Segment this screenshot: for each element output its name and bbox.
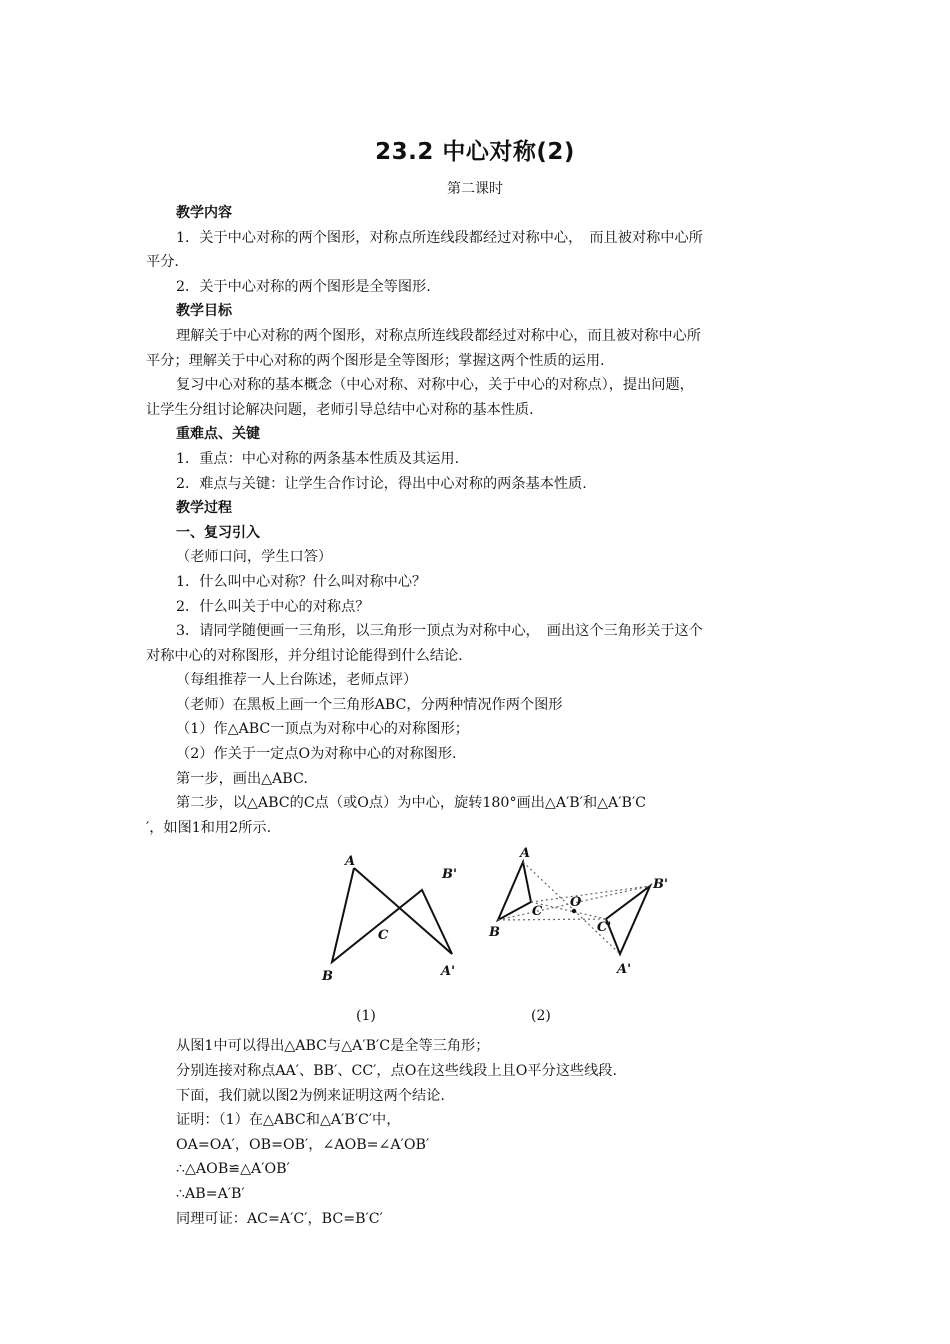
paragraph: 2．难点与关键：让学生合作讨论，得出中心对称的两条基本性质.	[176, 475, 587, 492]
figure-2-triangle-image	[606, 886, 650, 954]
paragraph: （老师）在黑板上画一个三角形ABC，分两种情况作两个图形	[176, 696, 563, 713]
paragraph: 第二步，以△ABC的C点（或O点）为中心，旋转180°画出△A′B′和△A′B′C	[176, 795, 647, 812]
paragraph: （2）作关于一定点O为对称中心的对称图形.	[176, 746, 457, 763]
paragraph: 1．什么叫中心对称？什么叫对称中心？	[176, 573, 427, 590]
figure-1-label-b: B	[322, 969, 333, 985]
figure-2-label-o: O	[570, 895, 582, 911]
paragraph: 3．请同学随便画一三角形，以三角形一顶点为对称中心， 画出这个三角形关于这个	[176, 623, 703, 640]
paragraph: （老师口问，学生口答）	[176, 549, 333, 566]
figure-2-label-a-prime: A'	[617, 962, 632, 978]
figure-1-label-a: A	[345, 854, 356, 870]
proof-line: OA=OA′，OB=OB′，∠AOB=∠A′OB′	[176, 1136, 430, 1153]
figures	[146, 840, 810, 1008]
proof-line: ∴△AOB≌△A′OB′	[176, 1161, 290, 1178]
figure-1-label-a-prime: A'	[441, 964, 456, 980]
heading-content: 教学内容	[176, 205, 232, 221]
paragraph: 对称中心的对称图形，并分组讨论能得到什么结论.	[146, 647, 463, 664]
heading-key: 重难点、关键	[176, 426, 260, 443]
paragraph: 理解关于中心对称的两个图形，对称点所连线段都经过对称中心，而且被对称中心所	[176, 327, 701, 344]
page-subtitle: 第二课时	[447, 181, 503, 197]
paragraph: （1）作△ABC一顶点为对称中心的对称图形；	[176, 721, 469, 738]
figure-2-triangle-abc	[498, 862, 531, 920]
figure-2-caption: (2)	[531, 1008, 551, 1025]
paragraph: 平分；理解关于中心对称的两个图形是全等图形；掌握这两个性质的运用.	[146, 352, 605, 369]
paragraph: 平分.	[146, 254, 179, 271]
figure-2-label-c-prime: C'	[597, 920, 612, 936]
paragraph: 第一步，画出△ABC.	[176, 770, 308, 787]
figure-2-label-c: C	[532, 904, 543, 920]
figure-2-label-a: A	[520, 846, 531, 862]
paragraph: 2．什么叫关于中心的对称点？	[176, 598, 370, 615]
figure-2-label-b: B	[489, 925, 500, 941]
heading-process: 教学过程	[176, 500, 232, 517]
paragraph: ′，如图1和用2所示.	[146, 819, 272, 836]
figure-1-caption: (1)	[356, 1008, 376, 1025]
heading-review: 一、复习引入	[176, 524, 260, 541]
paragraph: （每组推荐一人上台陈述，老师点评）	[176, 672, 418, 689]
figure-captions	[146, 1008, 810, 1034]
figure-2-label-b-prime: B'	[653, 877, 668, 893]
document-body	[146, 201, 810, 1231]
figure-1-diagram	[146, 840, 810, 1008]
paragraph: 从图1中可以得出△ABC与△A′B′C是全等三角形；	[176, 1038, 490, 1055]
paragraph: 1．关于中心对称的两个图形，对称点所连线段都经过对称中心， 而且被对称中心所	[176, 229, 703, 246]
paragraph: 2．关于中心对称的两个图形是全等图形.	[176, 278, 431, 295]
paragraph: 让学生分组讨论解决问题，老师引导总结中心对称的基本性质.	[146, 401, 534, 418]
figure-1-label-b-prime: B'	[442, 867, 457, 883]
figure-1-triangles	[332, 868, 452, 962]
heading-goal: 教学目标	[176, 303, 232, 320]
paragraph: 1．重点：中心对称的两条基本性质及其运用.	[176, 450, 460, 467]
paragraph: 下面，我们就以图2为例来证明这两个结论.	[176, 1087, 445, 1104]
proof-line: 证明：（1）在△ABC和△A′B′C′中，	[176, 1112, 401, 1129]
proof-line: 同理可证：AC=A′C′，BC=B′C′	[176, 1210, 383, 1227]
paragraph: 分别连接对称点AA′、BB′、CC′，点O在这些线段上且O平分这些线段.	[176, 1063, 617, 1080]
paragraph: 复习中心对称的基本概念（中心对称、对称中心，关于中心的对称点），提出问题，	[176, 377, 694, 394]
figure-1-label-c: C	[378, 928, 389, 944]
proof-line: ∴AB=A′B′	[176, 1186, 245, 1202]
page-title: 23.2 中心对称(2)	[375, 139, 575, 165]
